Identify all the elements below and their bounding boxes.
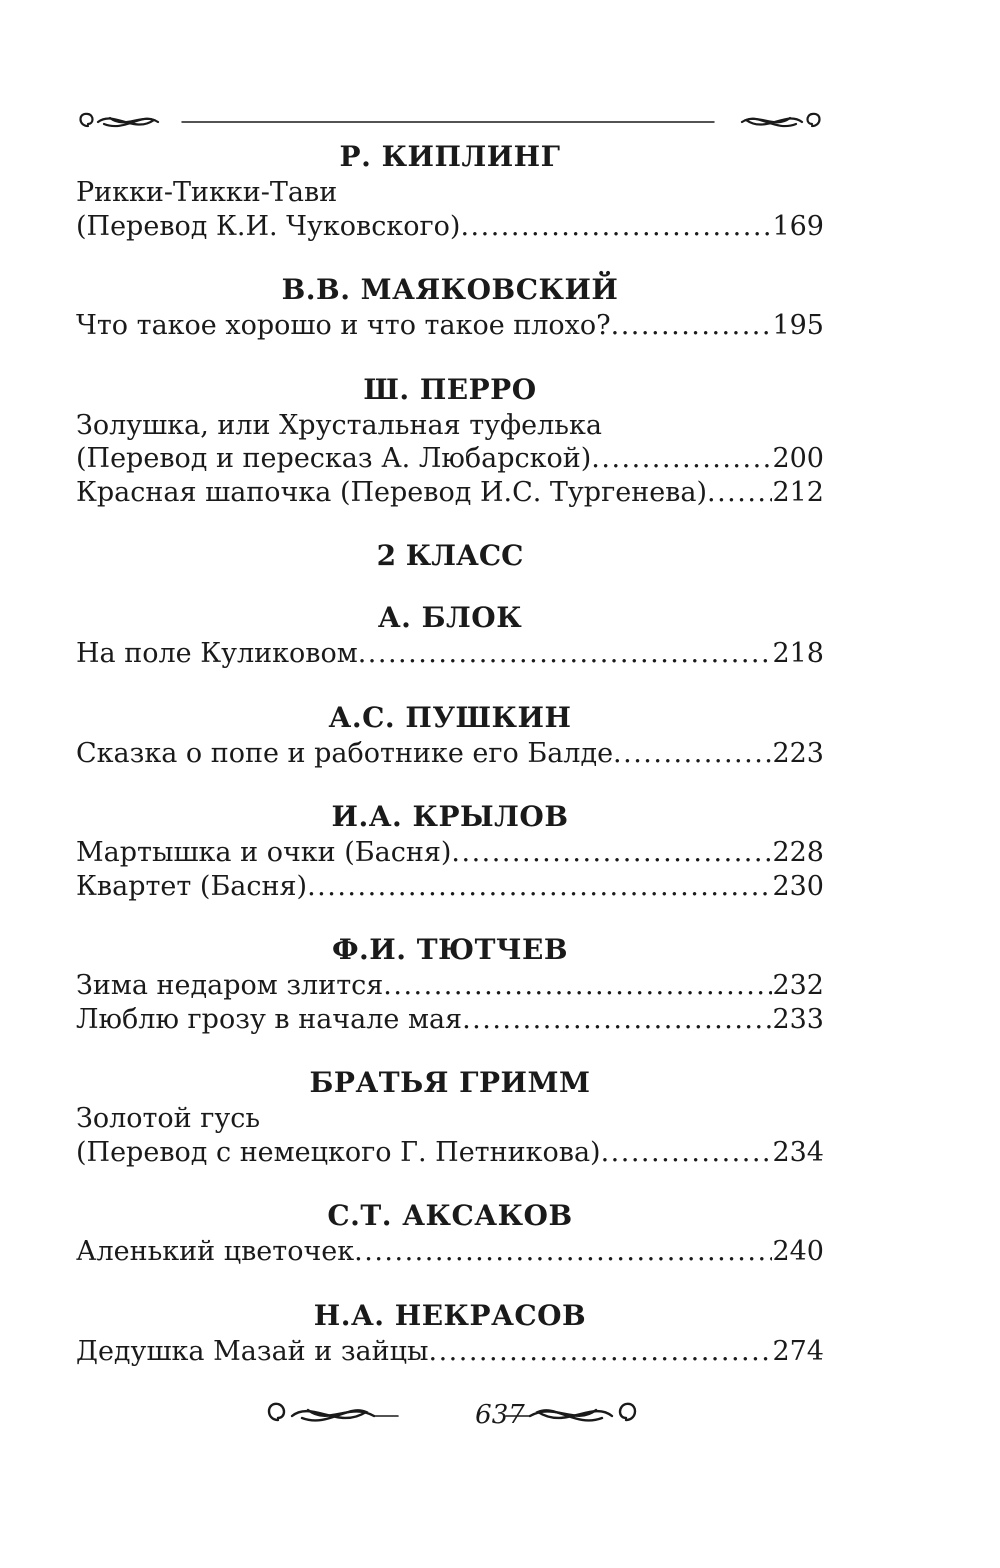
dot-leader [354,1235,772,1269]
toc-entry-title: Золотой гусь [76,1103,261,1134]
dot-leader [429,1335,773,1369]
toc-entry-page: 228 [772,837,824,868]
toc-section-blok [76,601,824,671]
author-heading: А. БЛОК [377,601,523,634]
toc-entry-title: Квартет (Басня) [76,870,308,902]
toc-entry-title: Сказка о попе и работнике его Балде [76,737,614,769]
toc-section-aksakov [76,1199,824,1269]
toc-entry-title: Аленький цветочек [76,1236,355,1267]
toc-entry-title: Золушка, или Хрустальная туфелька [76,409,602,441]
author-heading: Н.А. НЕКРАСОВ [313,1298,587,1332]
toc-section-grimm [76,1066,824,1169]
dot-leader [462,1003,772,1037]
dot-leader [591,442,772,476]
toc-section-pushkin [76,701,824,771]
toc-section-nekrasov [76,1299,824,1369]
toc-entry-title: Что такое хорошо и что такое плохо? [76,310,611,341]
toc-entry [76,1335,824,1369]
toc-entry-page: 232 [772,970,824,1001]
dot-leader [358,637,773,671]
toc-entry-title: Люблю грозу в начале мая [76,1003,463,1035]
toc-entry [76,476,824,510]
author-heading: С.Т. АКСАКОВ [327,1199,573,1232]
toc-entry [76,637,824,671]
dot-leader [383,969,772,1003]
author-heading: БРАТЬЯ ГРИММ [309,1066,591,1099]
toc-entry-page: 195 [772,310,824,341]
page-number: 637 [475,1400,525,1430]
toc-entry-page: 212 [772,476,824,508]
toc-section-kipling [76,140,824,243]
toc-entry [76,737,824,771]
toc-entry-page: 240 [772,1236,824,1267]
author-heading: Ф.И. ТЮТЧЕВ [331,933,569,966]
dot-leader [451,836,772,870]
toc-entry [76,210,824,244]
dot-leader [707,476,772,510]
toc-entry [76,1136,824,1170]
toc-entry-title: (Перевод и пересказ А. Любарской) [76,443,592,474]
toc-entry [76,870,824,904]
toc-entry [76,309,824,343]
toc-entry-page: 223 [772,737,824,769]
dot-leader [307,870,772,904]
grade-heading: 2 КЛАСС [376,539,524,572]
author-heading: А.С. ПУШКИН [328,700,572,734]
top-ornament-icon [74,104,826,144]
toc-entry-title: Дедушка Мазай и зайцы [76,1335,429,1367]
toc-entry-page: 234 [772,1136,824,1168]
table-of-contents [76,140,824,1368]
toc-section-mayakovsky [76,273,824,343]
toc-entry [76,836,824,870]
dot-leader [460,210,772,244]
author-heading: В.В. МАЯКОВСКИЙ [281,273,619,306]
toc-entry-title: На поле Куликовом [76,638,358,669]
dot-leader [613,737,772,771]
toc-entry-title: Мартышка и очки (Басня) [76,837,452,868]
toc-entry-page: 230 [772,870,824,902]
toc-entry-page: 274 [772,1335,824,1367]
author-heading: Ш. ПЕРРО [363,372,537,406]
toc-section-perrault [76,373,824,510]
toc-entry-title: (Перевод с немецкого Г. Петникова) [76,1136,601,1168]
toc-entry-page: 200 [772,443,824,474]
author-heading: Р. КИПЛИНГ [339,140,561,173]
toc-entry-title: Красная шапочка (Перевод И.С. Тургенева) [76,476,708,508]
toc-entry-title: Зима недаром злится [76,970,384,1001]
dot-leader [611,309,773,343]
dot-leader [601,1136,773,1170]
toc-entry [76,1003,824,1037]
toc-entry [76,969,824,1003]
toc-entry-title: (Перевод К.И. Чуковского) [76,210,461,242]
toc-section-tyutchev [76,933,824,1036]
toc-section-krylov [76,800,824,903]
toc-entry [76,1235,824,1269]
author-heading: И.А. КРЫЛОВ [331,800,569,833]
toc-entry-page: 218 [772,638,824,669]
toc-entry-page: 169 [772,210,824,242]
toc-entry [76,442,824,476]
toc-entry-page: 233 [772,1003,824,1035]
toc-entry-title: Рикки-Тикки-Тави [76,177,338,208]
